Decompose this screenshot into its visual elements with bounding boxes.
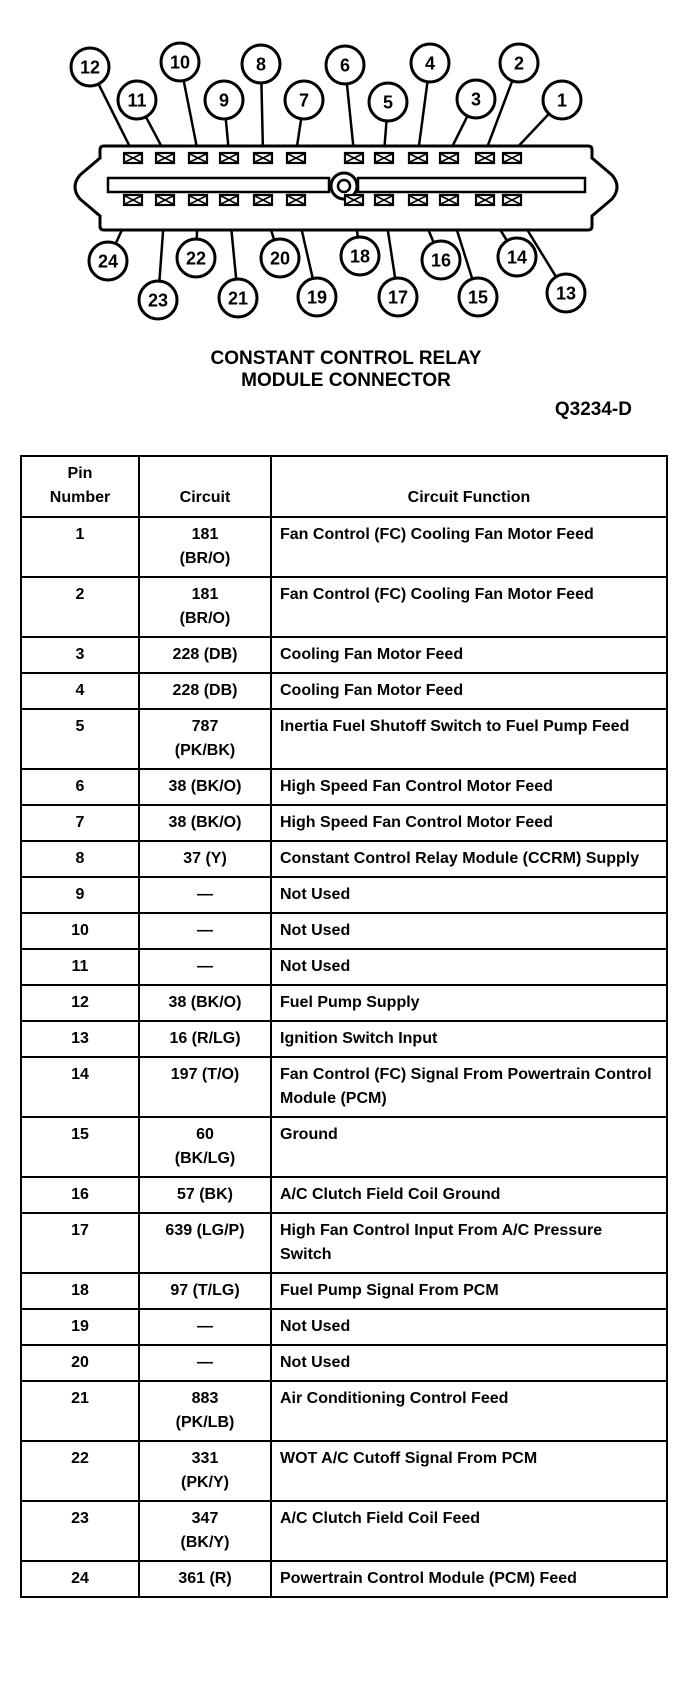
- pin-number-cell: 19: [21, 1309, 139, 1345]
- circuit-function-cell: High Speed Fan Control Motor Feed: [271, 769, 667, 805]
- circuit-function-cell: WOT A/C Cutoff Signal From PCM: [271, 1441, 667, 1501]
- circuit-function-cell: Not Used: [271, 1345, 667, 1381]
- pin-number-cell: 4: [21, 673, 139, 709]
- circuit-cell: 60 (BK/LG): [139, 1117, 271, 1177]
- pin-number-cell: 18: [21, 1273, 139, 1309]
- terminal-3: [440, 153, 458, 163]
- pin-number-cell: 13: [21, 1021, 139, 1057]
- header-circuit-function: Circuit Function: [271, 456, 667, 517]
- callout-number: 1: [556, 90, 568, 111]
- callout-number: 5: [382, 92, 394, 113]
- table-row: [21, 1213, 667, 1273]
- circuit-function-cell: Cooling Fan Motor Feed: [271, 637, 667, 673]
- table-row: [21, 1345, 667, 1381]
- circuit-function-cell: Not Used: [271, 913, 667, 949]
- circuit-cell: 38 (BK/O): [139, 805, 271, 841]
- callout-number: 6: [339, 55, 351, 76]
- pin-callout-5: [369, 83, 407, 121]
- circuit-function-cell: Powertrain Control Module (PCM) Feed: [271, 1561, 667, 1597]
- table-row: [21, 985, 667, 1021]
- terminal-24: [124, 195, 142, 205]
- callout-number: 8: [255, 54, 267, 75]
- pin-callout-11: [118, 81, 156, 119]
- terminal-14: [476, 195, 494, 205]
- connector-diagram: [0, 0, 688, 440]
- callout-number: 7: [298, 90, 310, 111]
- pin-callout-1: [543, 81, 581, 119]
- table-row: [21, 637, 667, 673]
- callout-number: 2: [513, 53, 525, 74]
- table-header-row: [21, 456, 667, 517]
- pin-number-cell: 22: [21, 1441, 139, 1501]
- table-row: [21, 769, 667, 805]
- circuit-cell: 181 (BR/O): [139, 577, 271, 637]
- leader-line-4: [418, 82, 427, 153]
- terminal-8: [254, 153, 272, 163]
- pin-callout-3: [457, 80, 495, 118]
- terminal-16: [409, 195, 427, 205]
- pin-number-cell: 8: [21, 841, 139, 877]
- table-row: [21, 1057, 667, 1117]
- terminal-22: [189, 195, 207, 205]
- circuit-cell: 181 (BR/O): [139, 517, 271, 577]
- circuit-function-cell: Air Conditioning Control Feed: [271, 1381, 667, 1441]
- circuit-cell: 16 (R/LG): [139, 1021, 271, 1057]
- circuit-function-cell: Cooling Fan Motor Feed: [271, 673, 667, 709]
- terminal-20: [254, 195, 272, 205]
- terminal-11: [156, 153, 174, 163]
- callout-number: 21: [227, 288, 249, 309]
- circuit-function-cell: Fan Control (FC) Cooling Fan Motor Feed: [271, 577, 667, 637]
- table-row: [21, 1381, 667, 1441]
- table-row: [21, 1021, 667, 1057]
- pin-callout-20: [261, 239, 299, 277]
- header-circuit: Circuit: [139, 456, 271, 517]
- pin-callout-16: [422, 241, 460, 279]
- callout-number: 11: [127, 90, 147, 111]
- table-row: [21, 709, 667, 769]
- circuit-cell: —: [139, 913, 271, 949]
- table-row: [21, 841, 667, 877]
- circuit-cell: 97 (T/LG): [139, 1273, 271, 1309]
- pin-number-cell: 1: [21, 517, 139, 577]
- callout-number: 17: [387, 287, 409, 308]
- terminal-1: [503, 153, 521, 163]
- circuit-function-cell: A/C Clutch Field Coil Feed: [271, 1501, 667, 1561]
- callout-number: 10: [169, 52, 191, 73]
- table-row: [21, 1273, 667, 1309]
- table-row: [21, 1309, 667, 1345]
- pin-callout-4: [411, 44, 449, 82]
- pin-callout-2: [500, 44, 538, 82]
- circuit-function-cell: Not Used: [271, 949, 667, 985]
- callout-number: 22: [185, 248, 207, 269]
- circuit-cell: 347 (BK/Y): [139, 1501, 271, 1561]
- pin-callout-12: [71, 48, 109, 86]
- circuit-cell: 639 (LG/P): [139, 1213, 271, 1273]
- pin-number-cell: 11: [21, 949, 139, 985]
- pin-number-cell: 7: [21, 805, 139, 841]
- table-row: [21, 805, 667, 841]
- table-row: [21, 673, 667, 709]
- circuit-cell: 37 (Y): [139, 841, 271, 877]
- circuit-function-cell: Not Used: [271, 877, 667, 913]
- terminal-15: [440, 195, 458, 205]
- pin-callout-18: [341, 237, 379, 275]
- circuit-function-cell: Ground: [271, 1117, 667, 1177]
- callout-number: 12: [79, 57, 101, 78]
- circuit-cell: 883 (PK/LB): [139, 1381, 271, 1441]
- callout-number: 20: [269, 248, 291, 269]
- table-row: [21, 913, 667, 949]
- pin-number-cell: 20: [21, 1345, 139, 1381]
- diagram-caption-line2: MODULE CONNECTOR: [241, 370, 451, 391]
- terminal-18: [345, 195, 363, 205]
- pin-callout-6: [326, 46, 364, 84]
- table-row: [21, 1501, 667, 1561]
- pin-callout-9: [205, 81, 243, 119]
- pin-callout-19: [298, 278, 336, 316]
- pin-callout-22: [177, 239, 215, 277]
- callout-number: 14: [506, 247, 528, 268]
- leader-line-6: [347, 84, 354, 153]
- terminal-6: [345, 153, 363, 163]
- terminal-2: [476, 153, 494, 163]
- callout-number: 24: [97, 251, 119, 272]
- circuit-cell: —: [139, 877, 271, 913]
- table-row: [21, 877, 667, 913]
- callout-number: 19: [306, 287, 328, 308]
- circuit-function-cell: Fuel Pump Supply: [271, 985, 667, 1021]
- terminal-17: [375, 195, 393, 205]
- pin-callout-17: [379, 278, 417, 316]
- pin-number-cell: 16: [21, 1177, 139, 1213]
- circuit-cell: 57 (BK): [139, 1177, 271, 1213]
- pin-number-cell: 3: [21, 637, 139, 673]
- pin-number-cell: 21: [21, 1381, 139, 1441]
- pin-callout-24: [89, 242, 127, 280]
- pin-number-cell: 24: [21, 1561, 139, 1597]
- terminal-5: [375, 153, 393, 163]
- pin-number-cell: 23: [21, 1501, 139, 1561]
- table-row: [21, 1117, 667, 1177]
- circuit-cell: 228 (DB): [139, 637, 271, 673]
- pin-function-table: [20, 455, 668, 1598]
- terminal-7: [287, 153, 305, 163]
- terminal-4: [409, 153, 427, 163]
- circuit-cell: 197 (T/O): [139, 1057, 271, 1117]
- circuit-function-cell: Inertia Fuel Shutoff Switch to Fuel Pump Feed: [271, 709, 667, 769]
- terminal-23: [156, 195, 174, 205]
- circuit-function-cell: High Speed Fan Control Motor Feed: [271, 805, 667, 841]
- callout-number: 18: [349, 246, 371, 267]
- circuit-cell: 787 (PK/BK): [139, 709, 271, 769]
- table-row: [21, 517, 667, 577]
- table-row: [21, 1561, 667, 1597]
- circuit-cell: —: [139, 1309, 271, 1345]
- terminal-9: [220, 153, 238, 163]
- circuit-function-cell: Not Used: [271, 1309, 667, 1345]
- pin-number-cell: 9: [21, 877, 139, 913]
- circuit-function-cell: Fan Control (FC) Signal From Powertrain Control Module (PCM): [271, 1057, 667, 1117]
- callout-number: 16: [430, 250, 452, 271]
- circuit-function-cell: Constant Control Relay Module (CCRM) Supply: [271, 841, 667, 877]
- pin-number-cell: 5: [21, 709, 139, 769]
- pin-callout-7: [285, 81, 323, 119]
- pin-number-cell: 10: [21, 913, 139, 949]
- table-row: [21, 577, 667, 637]
- terminal-12: [124, 153, 142, 163]
- pin-number-cell: 12: [21, 985, 139, 1021]
- pin-callout-8: [242, 45, 280, 83]
- circuit-function-cell: Ignition Switch Input: [271, 1021, 667, 1057]
- leader-line-8: [261, 83, 263, 153]
- pin-number-cell: 15: [21, 1117, 139, 1177]
- pin-callout-21: [219, 279, 257, 317]
- circuit-cell: 331 (PK/Y): [139, 1441, 271, 1501]
- circuit-function-cell: Fan Control (FC) Cooling Fan Motor Feed: [271, 517, 667, 577]
- circuit-function-cell: Fuel Pump Signal From PCM: [271, 1273, 667, 1309]
- terminal-13: [503, 195, 521, 205]
- circuit-cell: 38 (BK/O): [139, 985, 271, 1021]
- callout-number: 13: [555, 283, 577, 304]
- leader-line-10: [184, 81, 198, 153]
- circuit-function-cell: High Fan Control Input From A/C Pressure Switch: [271, 1213, 667, 1273]
- table-row: [21, 949, 667, 985]
- callout-number: 23: [147, 290, 169, 311]
- diagram-caption-line1: CONSTANT CONTROL RELAY: [210, 348, 482, 369]
- circuit-cell: 228 (DB): [139, 673, 271, 709]
- pin-callout-13: [547, 274, 585, 312]
- pin-number-cell: 17: [21, 1213, 139, 1273]
- pin-callout-15: [459, 278, 497, 316]
- callout-number: 15: [467, 287, 489, 308]
- callout-number: 9: [218, 90, 230, 111]
- callout-number: 3: [470, 89, 482, 110]
- pin-number-cell: 2: [21, 577, 139, 637]
- table-row: [21, 1441, 667, 1501]
- terminal-10: [189, 153, 207, 163]
- figure-code: Q3234-D: [554, 399, 632, 420]
- pin-number-cell: 14: [21, 1057, 139, 1117]
- circuit-cell: —: [139, 1345, 271, 1381]
- circuit-cell: 38 (BK/O): [139, 769, 271, 805]
- pin-callout-10: [161, 43, 199, 81]
- header-pin-number: Pin Number: [21, 456, 139, 517]
- callout-number: 4: [424, 53, 436, 74]
- pin-callout-14: [498, 238, 536, 276]
- terminal-19: [287, 195, 305, 205]
- circuit-cell: 361 (R): [139, 1561, 271, 1597]
- table-body: [21, 517, 667, 1597]
- pin-number-cell: 6: [21, 769, 139, 805]
- circuit-function-cell: A/C Clutch Field Coil Ground: [271, 1177, 667, 1213]
- table-row: [21, 1177, 667, 1213]
- terminal-21: [220, 195, 238, 205]
- circuit-cell: —: [139, 949, 271, 985]
- pin-callout-23: [139, 281, 177, 319]
